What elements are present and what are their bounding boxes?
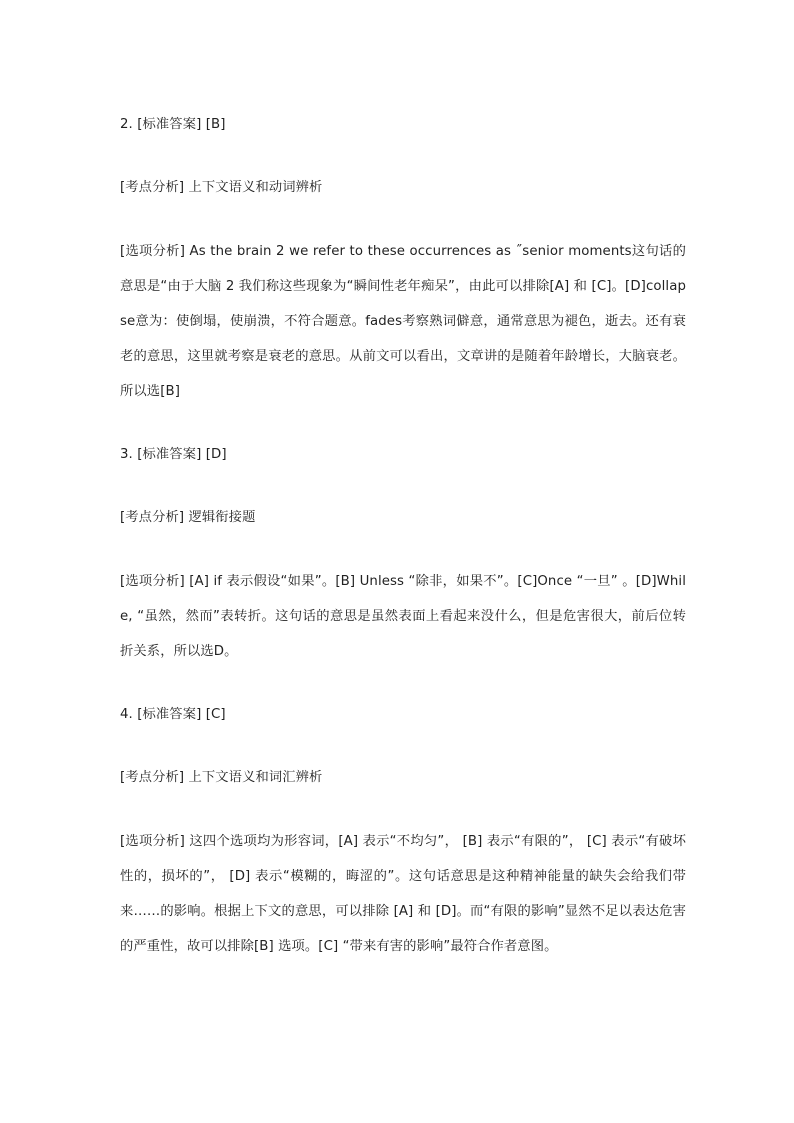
analysis-point-3: [考点分析] 逻辑衔接题 — [120, 510, 256, 525]
answer-heading-3: 3. [标准答案] [D] — [120, 447, 227, 462]
option-analysis-2: [选项分析] As the brain 2 we refer to these occurrences as ˝senior moments这句话的意思是“由于大脑 2 我们称这些现象为“瞬间性老年痴呆”，由此可以排除[A] 和 [C]。[D]collapse意为：使倒塌，使崩溃，不符合题意。fades考察熟词僻意，通常意思为褪色，逝去。还有衰老的意思，这里就考察是衰老的意思。从前文可以看出，文章讲的是随着年龄增长，大脑衰老。所以选[B] — [120, 244, 686, 399]
document-body — [120, 108, 686, 993]
analysis-point-2: [考点分析] 上下文语义和动词辨析 — [120, 180, 323, 195]
analysis-point-4: [考点分析] 上下文语义和词汇辨析 — [120, 770, 323, 785]
answer-heading-2: 2. [标准答案] [B] — [120, 117, 226, 132]
option-analysis-4: [选项分析] 这四个选项均为形容词，[A] 表示“不均匀”， [B] 表示“有限的”， [C] 表示“有破坏性的，损坏的”， [D] 表示“模糊的，晦涩的”。这句话意思是这种精神能量的缺失会给我们带来……的影响。根据上下文的意思，可以排除 [A] 和 [D]。而“有限的影响”显然不足以表达危害的严重性，故可以排除[B] 选项。[C] “带来有害的影响”最符合作者意图。 — [120, 834, 686, 954]
answer-heading-4: 4. [标准答案] [C] — [120, 707, 226, 722]
option-analysis-3: [选项分析] [A] if 表示假设“如果”。[B] Unless “除非，如果不”。[C]Once “一旦” 。[D]While, “虽然，然而”表转折。这句话的意思是虽然表面上看起来没什么，但是危害很大，前后位转折关系，所以选D。 — [120, 574, 686, 659]
